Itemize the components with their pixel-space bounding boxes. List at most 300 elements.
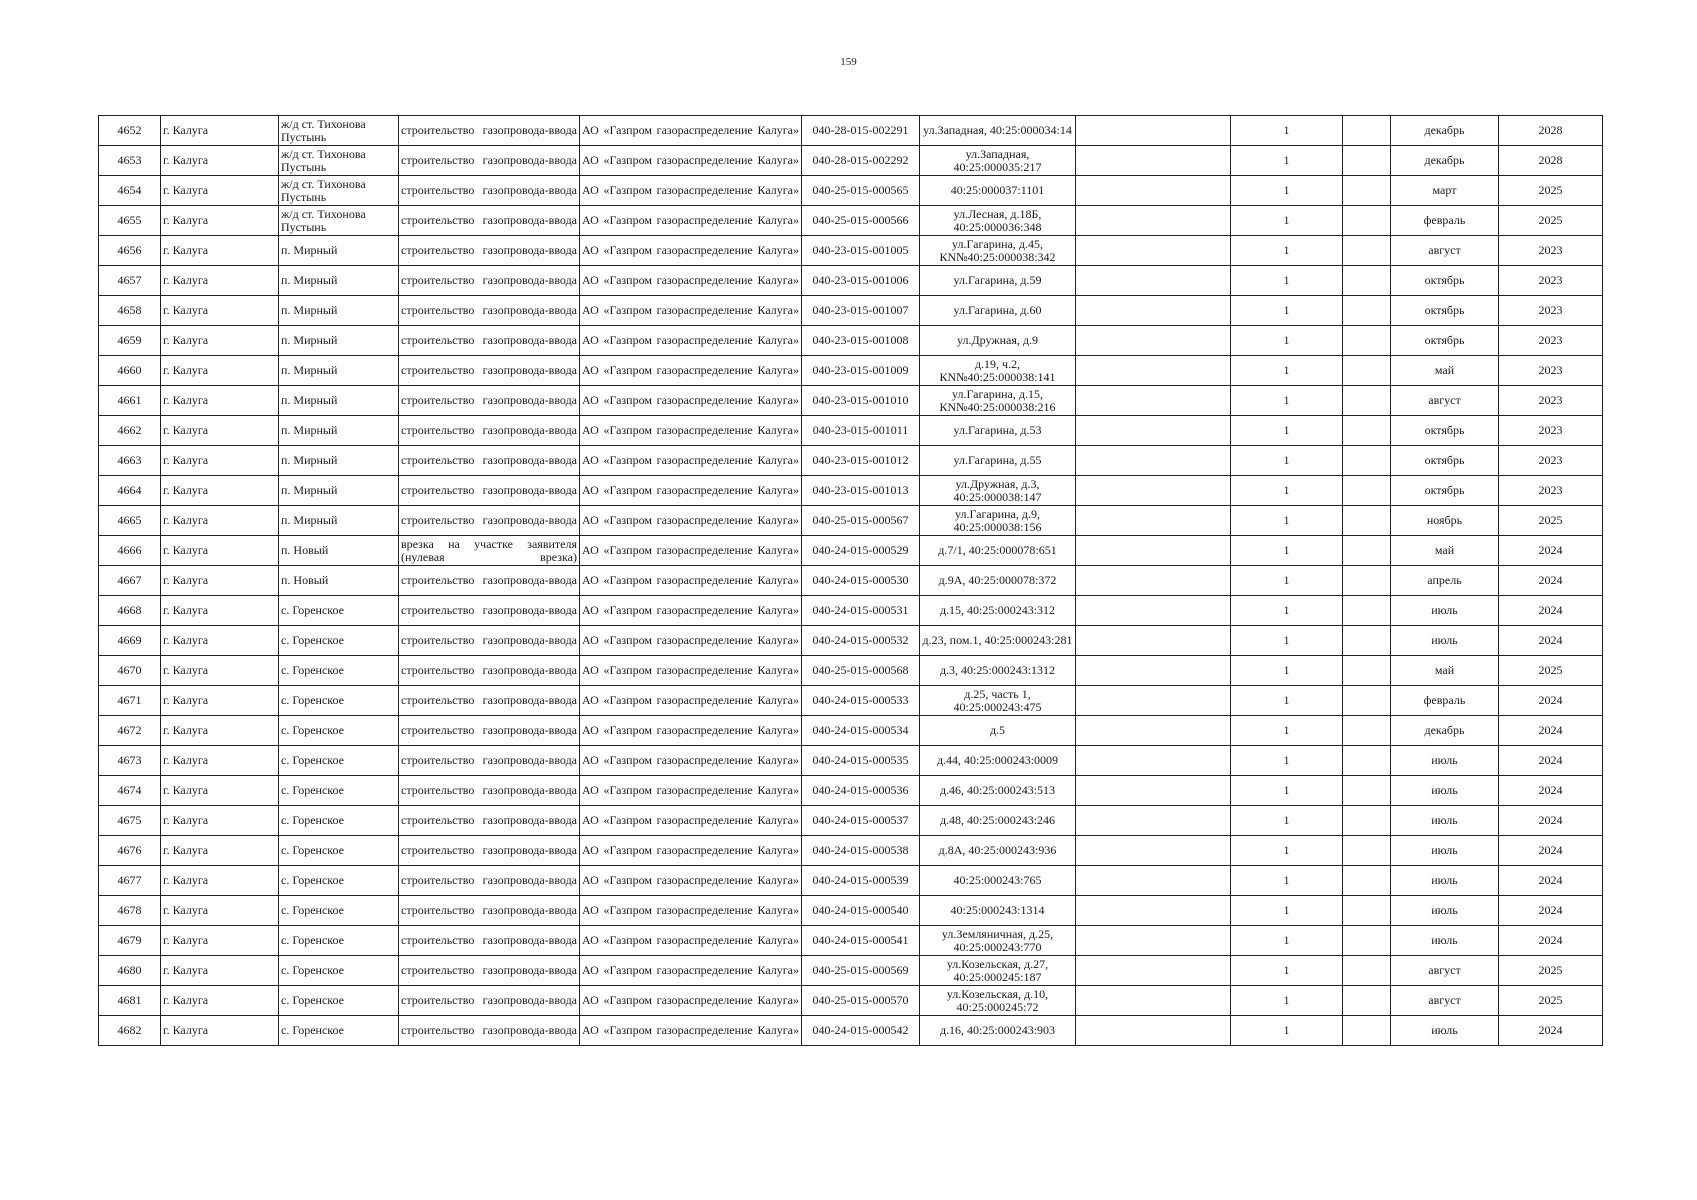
table-row xyxy=(99,626,1603,656)
row-number-cell: 4657 xyxy=(99,266,161,296)
month-cell: декабрь xyxy=(1391,116,1499,146)
city-cell: г. Калуга xyxy=(161,986,279,1016)
city-cell: г. Калуга xyxy=(161,926,279,956)
quantity-cell: 1 xyxy=(1231,416,1343,446)
quantity-cell: 1 xyxy=(1231,956,1343,986)
organization-cell: АО «Газпром газораспределение Калуга» xyxy=(580,386,802,416)
table-row xyxy=(99,596,1603,626)
empty-cell xyxy=(1343,896,1391,926)
quantity-cell: 1 xyxy=(1231,746,1343,776)
empty-cell xyxy=(1076,206,1231,236)
empty-cell xyxy=(1343,506,1391,536)
locality-cell: с. Горенское xyxy=(279,626,399,656)
quantity-cell: 1 xyxy=(1231,536,1343,566)
empty-cell xyxy=(1076,746,1231,776)
month-cell: июль xyxy=(1391,626,1499,656)
organization-cell: АО «Газпром газораспределение Калуга» xyxy=(580,476,802,506)
work-type-cell: врезка на участке заявителя (нулевая врезка) xyxy=(399,536,580,566)
quantity-cell: 1 xyxy=(1231,356,1343,386)
quantity-cell: 1 xyxy=(1231,266,1343,296)
year-cell: 2023 xyxy=(1499,296,1603,326)
quantity-cell: 1 xyxy=(1231,566,1343,596)
month-cell: ноябрь xyxy=(1391,506,1499,536)
city-cell: г. Калуга xyxy=(161,416,279,446)
empty-cell xyxy=(1343,986,1391,1016)
locality-cell: ж/д ст. Тихонова Пустынь xyxy=(279,206,399,236)
locality-cell: с. Горенское xyxy=(279,716,399,746)
registry-code-cell: 040-24-015-000535 xyxy=(802,746,920,776)
year-cell: 2028 xyxy=(1499,146,1603,176)
address-cell: д.44, 40:25:000243:0009 xyxy=(920,746,1076,776)
work-type-cell: строительство газопровода-ввода xyxy=(399,836,580,866)
month-cell: май xyxy=(1391,536,1499,566)
city-cell: г. Калуга xyxy=(161,746,279,776)
work-type-cell: строительство газопровода-ввода xyxy=(399,596,580,626)
empty-cell xyxy=(1343,566,1391,596)
quantity-cell: 1 xyxy=(1231,776,1343,806)
row-number-cell: 4677 xyxy=(99,866,161,896)
locality-cell: с. Горенское xyxy=(279,866,399,896)
registry-code-cell: 040-24-015-000533 xyxy=(802,686,920,716)
quantity-cell: 1 xyxy=(1231,206,1343,236)
address-cell: д.46, 40:25:000243:513 xyxy=(920,776,1076,806)
empty-cell xyxy=(1343,116,1391,146)
registry-table xyxy=(98,115,1603,1046)
locality-cell: с. Горенское xyxy=(279,656,399,686)
year-cell: 2025 xyxy=(1499,956,1603,986)
registry-code-cell: 040-25-015-000569 xyxy=(802,956,920,986)
organization-cell: АО «Газпром газораспределение Калуга» xyxy=(580,146,802,176)
locality-cell: п. Мирный xyxy=(279,236,399,266)
table-row xyxy=(99,1016,1603,1046)
address-cell: д.5 xyxy=(920,716,1076,746)
table-row xyxy=(99,956,1603,986)
row-number-cell: 4668 xyxy=(99,596,161,626)
year-cell: 2023 xyxy=(1499,236,1603,266)
table-row xyxy=(99,866,1603,896)
empty-cell xyxy=(1343,626,1391,656)
table-row xyxy=(99,506,1603,536)
empty-cell xyxy=(1343,146,1391,176)
city-cell: г. Калуга xyxy=(161,716,279,746)
quantity-cell: 1 xyxy=(1231,716,1343,746)
month-cell: октябрь xyxy=(1391,446,1499,476)
locality-cell: п. Мирный xyxy=(279,326,399,356)
table-row xyxy=(99,476,1603,506)
organization-cell: АО «Газпром газораспределение Калуга» xyxy=(580,746,802,776)
registry-code-cell: 040-24-015-000530 xyxy=(802,566,920,596)
locality-cell: с. Горенское xyxy=(279,596,399,626)
month-cell: октябрь xyxy=(1391,266,1499,296)
empty-cell xyxy=(1076,506,1231,536)
work-type-cell: строительство газопровода-ввода xyxy=(399,206,580,236)
registry-code-cell: 040-25-015-000567 xyxy=(802,506,920,536)
organization-cell: АО «Газпром газораспределение Калуга» xyxy=(580,116,802,146)
city-cell: г. Калуга xyxy=(161,476,279,506)
address-cell: д.7/1, 40:25:000078:651 xyxy=(920,536,1076,566)
empty-cell xyxy=(1343,206,1391,236)
row-number-cell: 4654 xyxy=(99,176,161,206)
work-type-cell: строительство газопровода-ввода xyxy=(399,716,580,746)
organization-cell: АО «Газпром газораспределение Калуга» xyxy=(580,416,802,446)
empty-cell xyxy=(1076,416,1231,446)
work-type-cell: строительство газопровода-ввода xyxy=(399,626,580,656)
address-cell: ул.Земляничная, д.25, 40:25:000243:770 xyxy=(920,926,1076,956)
city-cell: г. Калуга xyxy=(161,806,279,836)
locality-cell: с. Горенское xyxy=(279,986,399,1016)
registry-code-cell: 040-28-015-002291 xyxy=(802,116,920,146)
empty-cell xyxy=(1076,626,1231,656)
month-cell: октябрь xyxy=(1391,476,1499,506)
row-number-cell: 4652 xyxy=(99,116,161,146)
empty-cell xyxy=(1343,656,1391,686)
address-cell: д.19, ч.2, КN№40:25:000038:141 xyxy=(920,356,1076,386)
address-cell: ул.Гагарина, д.55 xyxy=(920,446,1076,476)
locality-cell: с. Горенское xyxy=(279,776,399,806)
registry-code-cell: 040-24-015-000534 xyxy=(802,716,920,746)
table-row xyxy=(99,896,1603,926)
row-number-cell: 4667 xyxy=(99,566,161,596)
address-cell: д.48, 40:25:000243:246 xyxy=(920,806,1076,836)
row-number-cell: 4662 xyxy=(99,416,161,446)
year-cell: 2023 xyxy=(1499,446,1603,476)
city-cell: г. Калуга xyxy=(161,446,279,476)
organization-cell: АО «Газпром газораспределение Калуга» xyxy=(580,716,802,746)
month-cell: август xyxy=(1391,986,1499,1016)
empty-cell xyxy=(1343,536,1391,566)
month-cell: октябрь xyxy=(1391,326,1499,356)
year-cell: 2024 xyxy=(1499,836,1603,866)
city-cell: г. Калуга xyxy=(161,266,279,296)
work-type-cell: строительство газопровода-ввода xyxy=(399,956,580,986)
registry-code-cell: 040-24-015-000540 xyxy=(802,896,920,926)
quantity-cell: 1 xyxy=(1231,836,1343,866)
city-cell: г. Калуга xyxy=(161,866,279,896)
registry-code-cell: 040-24-015-000538 xyxy=(802,836,920,866)
organization-cell: АО «Газпром газораспределение Калуга» xyxy=(580,806,802,836)
empty-cell xyxy=(1076,296,1231,326)
locality-cell: с. Горенское xyxy=(279,836,399,866)
month-cell: июль xyxy=(1391,1016,1499,1046)
address-cell: ул.Западная, 40:25:000035:217 xyxy=(920,146,1076,176)
registry-code-cell: 040-24-015-000539 xyxy=(802,866,920,896)
month-cell: октябрь xyxy=(1391,296,1499,326)
locality-cell: с. Горенское xyxy=(279,956,399,986)
city-cell: г. Калуга xyxy=(161,596,279,626)
work-type-cell: строительство газопровода-ввода xyxy=(399,896,580,926)
address-cell: ул.Гагарина, д.45, КN№40:25:000038:342 xyxy=(920,236,1076,266)
year-cell: 2023 xyxy=(1499,326,1603,356)
empty-cell xyxy=(1343,686,1391,716)
city-cell: г. Калуга xyxy=(161,146,279,176)
quantity-cell: 1 xyxy=(1231,506,1343,536)
registry-code-cell: 040-23-015-001010 xyxy=(802,386,920,416)
month-cell: февраль xyxy=(1391,686,1499,716)
city-cell: г. Калуга xyxy=(161,296,279,326)
quantity-cell: 1 xyxy=(1231,326,1343,356)
organization-cell: АО «Газпром газораспределение Калуга» xyxy=(580,1016,802,1046)
address-cell: ул.Западная, 40:25:000034:14 xyxy=(920,116,1076,146)
quantity-cell: 1 xyxy=(1231,926,1343,956)
work-type-cell: строительство газопровода-ввода xyxy=(399,116,580,146)
address-cell: ул.Козельская, д.27, 40:25:000245:187 xyxy=(920,956,1076,986)
locality-cell: ж/д ст. Тихонова Пустынь xyxy=(279,116,399,146)
row-number-cell: 4675 xyxy=(99,806,161,836)
empty-cell xyxy=(1343,446,1391,476)
table-row xyxy=(99,716,1603,746)
empty-cell xyxy=(1076,356,1231,386)
work-type-cell: строительство газопровода-ввода xyxy=(399,566,580,596)
city-cell: г. Калуга xyxy=(161,1016,279,1046)
year-cell: 2025 xyxy=(1499,176,1603,206)
empty-cell xyxy=(1076,836,1231,866)
address-cell: ул.Дружная, д.3, 40:25:000038:147 xyxy=(920,476,1076,506)
work-type-cell: строительство газопровода-ввода xyxy=(399,806,580,836)
city-cell: г. Калуга xyxy=(161,626,279,656)
year-cell: 2025 xyxy=(1499,656,1603,686)
month-cell: август xyxy=(1391,956,1499,986)
work-type-cell: строительство газопровода-ввода xyxy=(399,176,580,206)
locality-cell: п. Новый xyxy=(279,536,399,566)
table-row xyxy=(99,386,1603,416)
empty-cell xyxy=(1076,716,1231,746)
empty-cell xyxy=(1076,236,1231,266)
empty-cell xyxy=(1343,596,1391,626)
quantity-cell: 1 xyxy=(1231,596,1343,626)
organization-cell: АО «Газпром газораспределение Калуга» xyxy=(580,866,802,896)
organization-cell: АО «Газпром газораспределение Калуга» xyxy=(580,836,802,866)
empty-cell xyxy=(1076,806,1231,836)
month-cell: март xyxy=(1391,176,1499,206)
locality-cell: п. Новый xyxy=(279,566,399,596)
address-cell: ул.Козельская, д.10, 40:25:000245:72 xyxy=(920,986,1076,1016)
city-cell: г. Калуга xyxy=(161,236,279,266)
work-type-cell: строительство газопровода-ввода xyxy=(399,146,580,176)
empty-cell xyxy=(1076,686,1231,716)
organization-cell: АО «Газпром газораспределение Калуга» xyxy=(580,596,802,626)
quantity-cell: 1 xyxy=(1231,446,1343,476)
locality-cell: п. Мирный xyxy=(279,416,399,446)
empty-cell xyxy=(1343,716,1391,746)
address-cell: ул.Гагарина, д.60 xyxy=(920,296,1076,326)
quantity-cell: 1 xyxy=(1231,806,1343,836)
locality-cell: с. Горенское xyxy=(279,806,399,836)
empty-cell xyxy=(1076,986,1231,1016)
month-cell: июль xyxy=(1391,596,1499,626)
registry-code-cell: 040-23-015-001009 xyxy=(802,356,920,386)
year-cell: 2024 xyxy=(1499,776,1603,806)
locality-cell: п. Мирный xyxy=(279,266,399,296)
empty-cell xyxy=(1343,866,1391,896)
month-cell: июль xyxy=(1391,806,1499,836)
month-cell: август xyxy=(1391,386,1499,416)
work-type-cell: строительство газопровода-ввода xyxy=(399,686,580,716)
city-cell: г. Калуга xyxy=(161,386,279,416)
registry-code-cell: 040-23-015-001007 xyxy=(802,296,920,326)
organization-cell: АО «Газпром газораспределение Калуга» xyxy=(580,296,802,326)
organization-cell: АО «Газпром газораспределение Калуга» xyxy=(580,206,802,236)
work-type-cell: строительство газопровода-ввода xyxy=(399,236,580,266)
month-cell: октябрь xyxy=(1391,416,1499,446)
empty-cell xyxy=(1343,176,1391,206)
city-cell: г. Калуга xyxy=(161,326,279,356)
quantity-cell: 1 xyxy=(1231,896,1343,926)
table-row xyxy=(99,776,1603,806)
year-cell: 2024 xyxy=(1499,536,1603,566)
year-cell: 2024 xyxy=(1499,716,1603,746)
year-cell: 2023 xyxy=(1499,266,1603,296)
organization-cell: АО «Газпром газораспределение Калуга» xyxy=(580,956,802,986)
month-cell: май xyxy=(1391,356,1499,386)
row-number-cell: 4682 xyxy=(99,1016,161,1046)
table-row xyxy=(99,686,1603,716)
organization-cell: АО «Газпром газораспределение Калуга» xyxy=(580,266,802,296)
table-row xyxy=(99,566,1603,596)
table-row xyxy=(99,296,1603,326)
registry-code-cell: 040-24-015-000537 xyxy=(802,806,920,836)
locality-cell: п. Мирный xyxy=(279,296,399,326)
city-cell: г. Калуга xyxy=(161,566,279,596)
row-number-cell: 4672 xyxy=(99,716,161,746)
row-number-cell: 4658 xyxy=(99,296,161,326)
work-type-cell: строительство газопровода-ввода xyxy=(399,656,580,686)
year-cell: 2024 xyxy=(1499,866,1603,896)
empty-cell xyxy=(1343,926,1391,956)
organization-cell: АО «Газпром газораспределение Калуга» xyxy=(580,326,802,356)
locality-cell: п. Мирный xyxy=(279,386,399,416)
quantity-cell: 1 xyxy=(1231,296,1343,326)
empty-cell xyxy=(1076,326,1231,356)
address-cell: 40:25:000037:1101 xyxy=(920,176,1076,206)
locality-cell: п. Мирный xyxy=(279,476,399,506)
table-row xyxy=(99,206,1603,236)
year-cell: 2028 xyxy=(1499,116,1603,146)
row-number-cell: 4674 xyxy=(99,776,161,806)
empty-cell xyxy=(1343,776,1391,806)
city-cell: г. Калуга xyxy=(161,686,279,716)
work-type-cell: строительство газопровода-ввода xyxy=(399,326,580,356)
year-cell: 2024 xyxy=(1499,626,1603,656)
row-number-cell: 4678 xyxy=(99,896,161,926)
year-cell: 2025 xyxy=(1499,986,1603,1016)
city-cell: г. Калуга xyxy=(161,836,279,866)
empty-cell xyxy=(1076,1016,1231,1046)
row-number-cell: 4664 xyxy=(99,476,161,506)
table-row xyxy=(99,536,1603,566)
empty-cell xyxy=(1343,386,1391,416)
registry-code-cell: 040-25-015-000568 xyxy=(802,656,920,686)
row-number-cell: 4671 xyxy=(99,686,161,716)
row-number-cell: 4653 xyxy=(99,146,161,176)
table-row xyxy=(99,656,1603,686)
address-cell: д.15, 40:25:000243:312 xyxy=(920,596,1076,626)
work-type-cell: строительство газопровода-ввода xyxy=(399,986,580,1016)
registry-code-cell: 040-24-015-000542 xyxy=(802,1016,920,1046)
quantity-cell: 1 xyxy=(1231,236,1343,266)
empty-cell xyxy=(1076,896,1231,926)
locality-cell: с. Горенское xyxy=(279,746,399,776)
table-row xyxy=(99,176,1603,206)
registry-code-cell: 040-25-015-000566 xyxy=(802,206,920,236)
row-number-cell: 4659 xyxy=(99,326,161,356)
address-cell: 40:25:000243:765 xyxy=(920,866,1076,896)
empty-cell xyxy=(1076,146,1231,176)
locality-cell: ж/д ст. Тихонова Пустынь xyxy=(279,146,399,176)
row-number-cell: 4663 xyxy=(99,446,161,476)
empty-cell xyxy=(1076,956,1231,986)
locality-cell: с. Горенское xyxy=(279,926,399,956)
quantity-cell: 1 xyxy=(1231,116,1343,146)
organization-cell: АО «Газпром газораспределение Калуга» xyxy=(580,236,802,266)
registry-code-cell: 040-23-015-001012 xyxy=(802,446,920,476)
table-row xyxy=(99,926,1603,956)
empty-cell xyxy=(1343,806,1391,836)
city-cell: г. Калуга xyxy=(161,116,279,146)
address-cell: ул.Лесная, д.18Б, 40:25:000036:348 xyxy=(920,206,1076,236)
empty-cell xyxy=(1076,476,1231,506)
address-cell: 40:25:000243:1314 xyxy=(920,896,1076,926)
empty-cell xyxy=(1076,116,1231,146)
empty-cell xyxy=(1343,956,1391,986)
address-cell: д.25, часть 1, 40:25:000243:475 xyxy=(920,686,1076,716)
empty-cell xyxy=(1076,596,1231,626)
empty-cell xyxy=(1076,776,1231,806)
registry-code-cell: 040-24-015-000531 xyxy=(802,596,920,626)
address-cell: д.3, 40:25:000243:1312 xyxy=(920,656,1076,686)
registry-code-cell: 040-24-015-000532 xyxy=(802,626,920,656)
empty-cell xyxy=(1343,1016,1391,1046)
organization-cell: АО «Газпром газораспределение Калуга» xyxy=(580,176,802,206)
quantity-cell: 1 xyxy=(1231,146,1343,176)
quantity-cell: 1 xyxy=(1231,656,1343,686)
work-type-cell: строительство газопровода-ввода xyxy=(399,356,580,386)
month-cell: июль xyxy=(1391,836,1499,866)
row-number-cell: 4680 xyxy=(99,956,161,986)
year-cell: 2023 xyxy=(1499,386,1603,416)
quantity-cell: 1 xyxy=(1231,386,1343,416)
quantity-cell: 1 xyxy=(1231,626,1343,656)
quantity-cell: 1 xyxy=(1231,1016,1343,1046)
address-cell: д.8А, 40:25:000243:936 xyxy=(920,836,1076,866)
month-cell: июль xyxy=(1391,866,1499,896)
empty-cell xyxy=(1343,836,1391,866)
row-number-cell: 4681 xyxy=(99,986,161,1016)
organization-cell: АО «Газпром газораспределение Калуга» xyxy=(580,446,802,476)
table-row xyxy=(99,416,1603,446)
empty-cell xyxy=(1343,476,1391,506)
month-cell: июль xyxy=(1391,896,1499,926)
row-number-cell: 4673 xyxy=(99,746,161,776)
table-row xyxy=(99,356,1603,386)
registry-code-cell: 040-24-015-000529 xyxy=(802,536,920,566)
locality-cell: ж/д ст. Тихонова Пустынь xyxy=(279,176,399,206)
city-cell: г. Калуга xyxy=(161,956,279,986)
empty-cell xyxy=(1343,746,1391,776)
organization-cell: АО «Газпром газораспределение Калуга» xyxy=(580,926,802,956)
quantity-cell: 1 xyxy=(1231,866,1343,896)
work-type-cell: строительство газопровода-ввода xyxy=(399,746,580,776)
address-cell: ул.Гагарина, д.53 xyxy=(920,416,1076,446)
work-type-cell: строительство газопровода-ввода xyxy=(399,776,580,806)
city-cell: г. Калуга xyxy=(161,206,279,236)
row-number-cell: 4679 xyxy=(99,926,161,956)
address-cell: ул.Гагарина, д.15, КN№40:25:000038:216 xyxy=(920,386,1076,416)
locality-cell: с. Горенское xyxy=(279,1016,399,1046)
address-cell: д.23, пом.1, 40:25:000243:281 xyxy=(920,626,1076,656)
month-cell: август xyxy=(1391,236,1499,266)
organization-cell: АО «Газпром газораспределение Калуга» xyxy=(580,776,802,806)
registry-code-cell: 040-23-015-001006 xyxy=(802,266,920,296)
